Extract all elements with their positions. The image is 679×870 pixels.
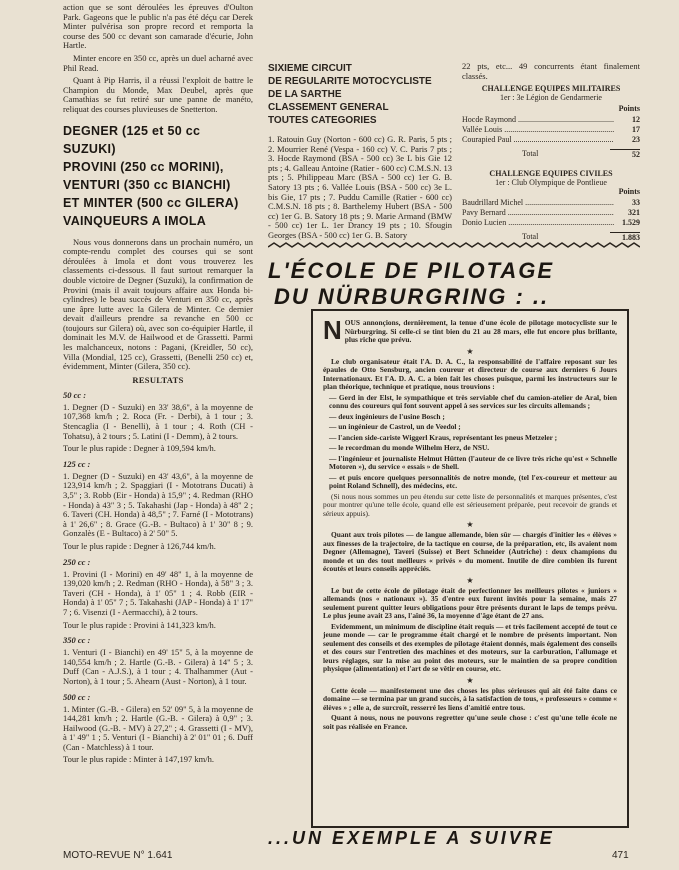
rider-name: Donio Lucien .....	[462, 218, 614, 228]
star-separator: ★	[466, 575, 474, 585]
total-value: 52	[610, 149, 640, 160]
list-item: — l'ingénieur et journaliste Helmut Hütten (l'auteur de ce livre très riche qu'est « Schnelle Motoren »), du service « essais » de Shell.	[329, 453, 617, 471]
list-item: — le recordman du monde Wilhelm Herz, de NSU.	[329, 443, 490, 452]
military-challenge-title: CHALLENGE EQUIPES MILITAIRES	[481, 84, 621, 94]
class-result: 1. Degner (D - Suzuki) en 43' 43,6", à la moyenne de 123,914 km/h ; 2. Spaggiari (I - Mototrans Ducati) à 3,5" ; 3. Robb (Eir - Honda) à 15,9" ; 4. Redman (RHO - Honda) à 43" 3 ; 5. Takahashi (Jap - Honda) à 48" 2 ; 6. Taveri (CH. Honda) à 48,5" ; 7. Farné (I - Mototrans) à 1' 26,6" ; 8. Grace (G.-B. - Bultaco) à 1' 30" 8 ; 9. Gonzalès (E - Bultaco) à 2' 50" 5.	[63, 470, 253, 539]
class-label: 125 cc :	[63, 458, 91, 469]
table-row	[462, 218, 640, 228]
rider-points: 33	[632, 198, 640, 208]
table-row	[462, 208, 640, 218]
sarthe-title-line: TOUTES CATEGORIES	[268, 115, 377, 126]
headline-line: VAINQUEURS A IMOLA	[63, 213, 207, 228]
left-column	[63, 3, 253, 768]
rider-name: Courapied Paul .....	[462, 135, 614, 145]
civil-challenge-winner: 1er : Club Olympique de Pontlieue	[495, 178, 607, 188]
total-value: 1.883	[610, 232, 640, 243]
fastest-lap: Tour le plus rapide : Degner à 109,594 km/h.	[63, 443, 216, 454]
class-result: 1. Minter (G.-B. - Gilera) en 52' 09" 5, à la moyenne de 144,281 km/h ; 2. Hartle (G.-B. - Gilera) à 0,9" ; 3. Hailwood (G.-B. - MV) à 27,2" ; 4. Grassetti (I - MV), à 1' 49" 1 ; 5. Venturi (I - Bianchi) à 2' 01" 01 ; 6. Duff (Can - Matchless) à 1 tour.	[63, 703, 253, 752]
civil-challenge-title: CHALLENGE EQUIPES CIVILES	[489, 169, 613, 179]
article-paragraph: Le but de cette école de pilotage était de perfectionner les meilleurs pilotes « juniors » allemands (nos « nationaux »). 35 d'entre eux furent invités pour la semaine, mais 27 seulement purent quitter leurs obligations pour être présents durant le laps de temps prévu. Le plus jeune avait 23 ans, l'aîné 36, la moyenne d'âge étant de 27 ans.	[323, 585, 617, 620]
article-paragraph: Evidemment, un minimum de discipline était requis — et très facilement accepté de tout ce jeune monde — car le programme était chargé et le nombre de présents important. Non seulement des conseils et des exemples de pilotage étaient donnés, mais également des conseils et des cours sur l'entretien des machines et des moteurs, sur la carburation, l'allumage et leurs réglages, sur la mise au point des moteurs, sur le maintien de sa propre condition physique (alimentation) et l'art de se vêtir en course, etc.	[323, 621, 617, 673]
headline-line: ET MINTER (500 cc GILERA)	[63, 195, 239, 210]
imola-text: Nous vous donnerons dans un prochain numéro, un compte-rendu complet des courses qui se sont déroulées à Imola et dont vous trouverez les classements ci-dessous. Il faut surtout remarquer la double victoire de Degner (Suzuki), la confirmation de Provini (mais il avait toujours affaire aux Honda bi-cylindres) le beau succès de Venturi en 350 cc, après une âpre lutte avec la Gilera de Minter. Ce dernier devait d'ailleurs prendre sa revanche en 500 cc (toujours sur Gilera) où, avec son co-équipier Hartle, il dominait les M.V. de Hailwood et de Grassetti. Parmi les malchanceux, notons : Pagani, (Kreidler, 50 cc), Villa (Mondial, 125 cc), Grassetti, (Benelli 250 cc) et, évidemment, Minter (Gilera, 350 cc).	[63, 236, 253, 372]
intro-paragraph: Minter encore en 350 cc, après un duel acharné avec Phil Read.	[63, 52, 253, 73]
list-item: — deux ingénieurs de l'usine Bosch ;	[329, 411, 445, 421]
ecole-title-line: L'ÉCOLE DE PILOTAGE	[268, 258, 555, 283]
drop-cap: N	[323, 315, 342, 345]
class-label: 50 cc :	[63, 389, 87, 400]
article-paragraph: Quant à nous, nous ne pouvons regretter qu'une seule chose : c'est qu'une telle école ne soit pas réalisée en France.	[323, 713, 617, 731]
article-paragraph: Cette école — manifestement une des choses les plus sérieuses qui ait été faite dans ce domaine — se termina par un grand succès, à la satisfaction de tous, « professeurs » comme « élèves » ; elle a, de surcroît, resserré les liens d'amitié entre tous.	[323, 685, 617, 712]
headline-line: PROVINI (250 cc MORINI),	[63, 159, 224, 174]
article-intro	[323, 315, 617, 345]
class-result: 1. Provini (I - Morini) en 49' 48" 1, à la moyenne de 139,020 km/h ; 2. Redman (RHO - Honda), à 58" 3 ; 3. Taveri (CH - Honda), à 1' 05" 1 ; 4. Robb (EIR - Honda) à 1' 05" 7 ; 5. Takahashi (JAP - Honda) à 1' 17" 7 ; 6. Visenzi (I - Aermacchi), à 2 tours.	[63, 568, 253, 617]
fastest-lap: Tour le plus rapide : Degner à 126,744 km/h.	[63, 540, 216, 551]
challenge-column	[462, 62, 640, 243]
imola-headline	[63, 122, 253, 230]
ecole-title	[268, 258, 640, 310]
results-list	[63, 390, 253, 765]
headline-line: VENTURI (350 cc BIANCHI)	[63, 177, 231, 192]
result-class	[63, 390, 253, 454]
page-number: 471	[612, 850, 629, 861]
instructor-list	[323, 394, 617, 491]
rider-points: 12	[632, 115, 640, 125]
sarthe-title	[268, 62, 452, 127]
rider-name: Vallée Louis .....	[462, 125, 614, 135]
ecole-title-line: DU NÜRBURGRING : ..	[274, 284, 550, 309]
result-class	[63, 557, 253, 631]
rider-name: Hocde Raymond .....	[462, 115, 614, 125]
ecole-footer-banner: ...UN EXEMPLE A SUIVRE	[268, 828, 555, 848]
class-result: 1. Degner (D - Suzuki) en 33' 38,6", à la moyenne de 107,368 km/h ; 2. Roca (Fr. - Derbi), à 1 tour ; 3. Stencaglia (I - Benelli), à 1 tour ; 4. Roth (CH - Tohatsu), à 2 tours ; 5. Latini (I - Demm), à 2 tours.	[63, 401, 253, 441]
article-paragraph: (Si nous nous sommes un peu étendu sur cette liste de personnalités et marques présentes, c'est pour montrer qu'une telle école, quand elle est sérieusement préparée, peut recevoir de grands et sérieux appuis).	[323, 491, 617, 518]
points-header: Points	[618, 187, 640, 197]
sarthe-title-line: DE LA SARTHE	[268, 89, 342, 100]
result-class	[63, 459, 253, 552]
result-class	[63, 635, 253, 686]
rider-points: 1.529	[622, 218, 640, 228]
article-paragraph: Quant aux trois pilotes — de langue allemande, bien sûr — chargés d'initier les « élèves » aux finesses de la trajectoire, de la tactique en course, de la préparation, etc, ils avaient nom Degner (Allemagne), Taveri (Suisse) et Bert Schneider (Autriche) : deux champions du monde et un des tout meilleurs « privés » du moment. Inutile de dire combien ils furent écoutés et leurs conseils appréciés.	[323, 530, 617, 573]
zigzag-divider	[268, 241, 640, 249]
table-row	[462, 115, 640, 125]
list-item: — et puis encore quelques personnalités de notre monde, (tel l'ex-coureur et metteur au point Roland Schnell), des médecins, etc.	[329, 472, 617, 490]
class-label: 500 cc :	[63, 691, 91, 702]
sarthe-title-line: CLASSEMENT GENERAL	[268, 102, 389, 113]
rider-points: 321	[628, 208, 640, 218]
intro-paragraph: action que se sont déroulées les épreuves d'Oulton Park. Gageons que le public n'a pas été déçu car Derek Minter pulvérisa son propre record et remporta la course des 500 cc devant son camarade d'écurie, John Hartle.	[63, 2, 253, 51]
class-label: 350 cc :	[63, 635, 91, 646]
table-total	[462, 149, 640, 160]
intro-text: OUS annonçions, dernièrement, la tenue d'une école de pilotage motocycliste sur le Nürburgring. Si celle-ci se tint bien du 21 au 28 mars, elle fut encore plus brillante, plus riche que prévu.	[344, 318, 617, 344]
headline-line: DEGNER (125 et 50 cc SUZUKI)	[63, 123, 201, 156]
table-row	[462, 135, 640, 145]
result-class	[63, 692, 253, 766]
results-title: RESULTATS	[132, 374, 184, 385]
class-result: 1. Venturi (I - Bianchi) en 49' 15" 5, à la moyenne de 140,554 km/h ; 2. Hartle (G.-B. - Gilera) à 14" 5 ; 3. Duff (Can - A.J.S.), à 1 tour ; 4. Thalhammer (Aut - Norton), à 1 tour ; 5. Ahearn (Aust - Norton), à 1 tour.	[63, 647, 253, 686]
star-separator: ★	[466, 346, 474, 356]
fastest-lap: Tour le plus rapide : Minter à 147,197 km/h.	[63, 754, 214, 765]
star-separator: ★	[466, 520, 474, 529]
sarthe-title-line: DE REGULARITE MOTOCYCLISTE	[268, 76, 432, 87]
table-row	[462, 125, 640, 135]
star-separator: ★	[466, 675, 474, 685]
table-row	[462, 198, 640, 208]
total-label: Total	[522, 232, 539, 242]
ecole-article-box	[311, 309, 629, 828]
military-table	[462, 115, 640, 160]
rider-points: 23	[632, 135, 640, 145]
sarthe-column	[268, 62, 452, 244]
list-item: — un ingénieur de Castrol, un de Veedol ;	[329, 422, 461, 431]
total-label: Total	[522, 149, 539, 159]
civil-table	[462, 198, 640, 243]
list-item: — l'ancien side-cariste Wiggerl Kraus, représentant les pneus Metzeler ;	[329, 432, 558, 442]
list-item: — Gerd in der Elst, le sympathique et très serviable chef du camion-atelier de Aral, bien connu des coureurs qui font souvent appel à ses services sur les circuits allemands ;	[329, 392, 617, 410]
military-challenge-winner: 1er : 3e Légion de Gendarmerie	[500, 93, 602, 103]
rider-name: Pavy Bernard .....	[462, 208, 614, 218]
class-label: 250 cc :	[63, 556, 91, 567]
magazine-issue: MOTO-REVUE N° 1.641	[63, 850, 173, 861]
ranking-continuation: 22 pts, etc... 49 concurrents étant finalement classés.	[462, 61, 640, 81]
sarthe-title-line: SIXIEME CIRCUIT	[268, 63, 352, 74]
article-paragraph: Le club organisateur était l'A. D. A. C., la responsabilité de l'affaire reposant sur les épaules de Otto Sensburg, ancien coureur et directeur de course aux derniers 6 Jours Internationaux. Et l'A. D. A. C. a bien fait les choses puisque, parmi les instructeurs sur le plan théorique, technique et pratique, nous trouvions :	[323, 356, 617, 391]
points-header: Points	[618, 104, 640, 114]
rider-points: 17	[632, 125, 640, 135]
fastest-lap: Tour le plus rapide : Provini à 141,323 km/h.	[63, 619, 216, 630]
sarthe-ranking: 1. Ratouin Guy (Norton - 600 cc) G. R. Paris, 5 pts ; 2. Mourrier René (Vespa - 160 cc) V. C. Paris 7 pts ; 3. Hocde Raymond (BSA - 500 cc) 3e L bis Gie 12 pts ; 4. Galleau Antoine (Ratier - 600 cc) C.M.S.N. 13 pts ; 5. Philippeau Marc (BSA - 500 cc) 1er G. B. Satory 13 pts ; 6. Vallée Louis (BSA - 500 cc) 3e L. bis Gie, 17 pts ; 7. Puddu Camille (Ratier - 600 cc) C.M.S.N. 18 pts ; 8. Barthelemy Hubert (BSA - 500 cc) 1er G. B. Satory 18 pts ; 9. Marie Armand (BMW - 500 cc) 1er L. 1er Drancy 19 pts ; 10. Sfougin Georges (BSA - 500 cc) 1er G. B. Satory	[268, 134, 452, 240]
intro-paragraph: Quant à Pip Harris, il a réussi l'exploit de battre le Champion du Monde, Max Deubel, après que Camathias se fut retiré sur une panne de manéto, reliquat des courses pluvieuses de Snetterton.	[63, 75, 253, 114]
rider-name: Baudrillard Michel .....	[462, 198, 614, 208]
